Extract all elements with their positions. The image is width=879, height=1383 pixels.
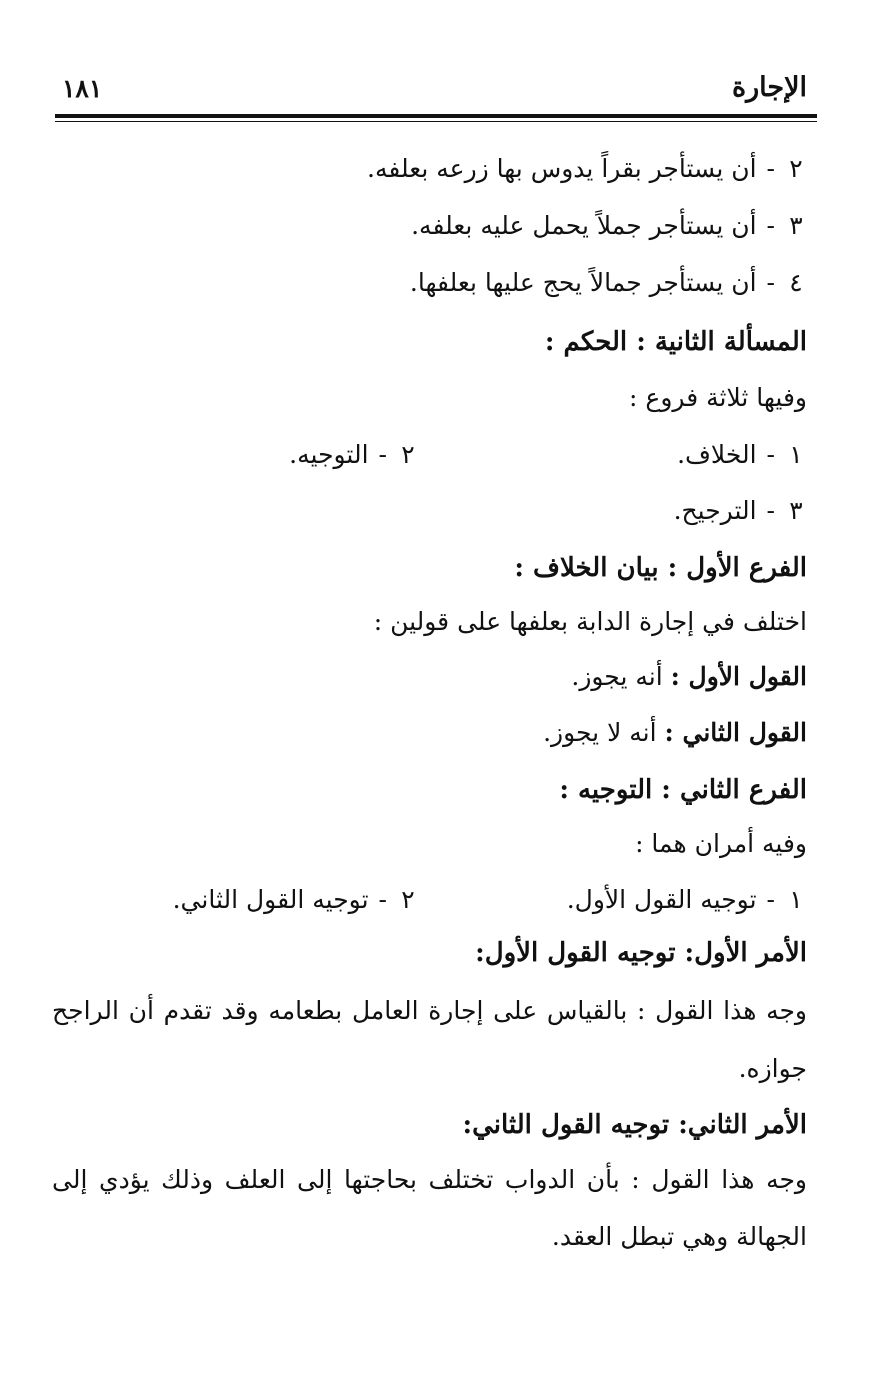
list-item: ٤-أن يستأجر جمالاً يحج عليها بعلفها. [410, 265, 807, 301]
list-item: ٣-الترجيح. [674, 493, 807, 529]
item-number: ١ [789, 440, 803, 469]
opinion-label: القول الأول : [670, 662, 807, 691]
section-heading: المسألة الثانية : الحكم : [544, 327, 807, 357]
opinion-text: أنه لا يجوز. [543, 718, 657, 747]
page-number: ١٨١ [62, 74, 103, 103]
opinion-line [571, 659, 807, 695]
section-heading: الأمر الأول: توجيه القول الأول: [475, 938, 807, 968]
item-text: أن يستأجر جملاً يحمل عليه بعلفه. [411, 211, 757, 240]
paragraph: وفيها ثلاثة فروع : [629, 383, 807, 412]
item-text: الترجيح. [673, 496, 757, 525]
item-text: توجيه القول الثاني. [172, 885, 369, 914]
item-number: ٢ [401, 440, 415, 469]
list-item: ١-الخلاف. [677, 437, 807, 473]
item-number: ٤ [789, 268, 803, 297]
paragraph: وفيه أمران هما : [635, 829, 807, 858]
opinion-line [543, 715, 807, 751]
paragraph-line: وجه هذا القول : بأن الدواب تختلف بحاجتها إلى العلف وذلك يؤدي إلى [52, 1165, 807, 1194]
item-number: ٣ [789, 211, 803, 240]
paragraph-line: وجه هذا القول : بالقياس على إجارة العامل بطعامه وقد تقدم أن الراجح [52, 996, 807, 1025]
section-heading: الأمر الثاني: توجيه القول الثاني: [462, 1110, 807, 1140]
item-text: أن يستأجر بقراً يدوس بها زرعه بعلفه. [367, 154, 757, 183]
list-item: ٢-أن يستأجر بقراً يدوس بها زرعه بعلفه. [367, 151, 807, 187]
list-item: ٢-التوجيه. [289, 437, 419, 473]
paragraph-line: الجهالة وهي تبطل العقد. [551, 1222, 807, 1251]
list-item: ٣-أن يستأجر جملاً يحمل عليه بعلفه. [411, 208, 807, 244]
running-header-title: الإجارة [731, 72, 807, 103]
item-number: ٣ [789, 496, 803, 525]
opinion-text: أنه يجوز. [571, 662, 663, 691]
opinion-label: القول الثاني : [664, 718, 807, 747]
item-text: أن يستأجر جمالاً يحج عليها بعلفها. [409, 268, 757, 297]
header-rule-thick [55, 114, 817, 118]
paragraph: اختلف في إجارة الدابة بعلفها على قولين : [373, 607, 807, 636]
list-item: ١-توجيه القول الأول. [567, 882, 807, 918]
paragraph-line: جوازه. [738, 1054, 807, 1083]
item-text: الخلاف. [677, 440, 757, 469]
item-text: التوجيه. [289, 440, 369, 469]
item-number: ١ [789, 885, 803, 914]
section-heading: الفرع الثاني : التوجيه : [559, 775, 807, 805]
section-heading: الفرع الأول : بيان الخلاف : [514, 553, 807, 583]
list-item: ٢-توجيه القول الثاني. [173, 882, 419, 918]
item-text: توجيه القول الأول. [566, 885, 757, 914]
item-number: ٢ [401, 885, 415, 914]
item-number: ٢ [789, 154, 803, 183]
header-rule-thin [55, 121, 817, 122]
